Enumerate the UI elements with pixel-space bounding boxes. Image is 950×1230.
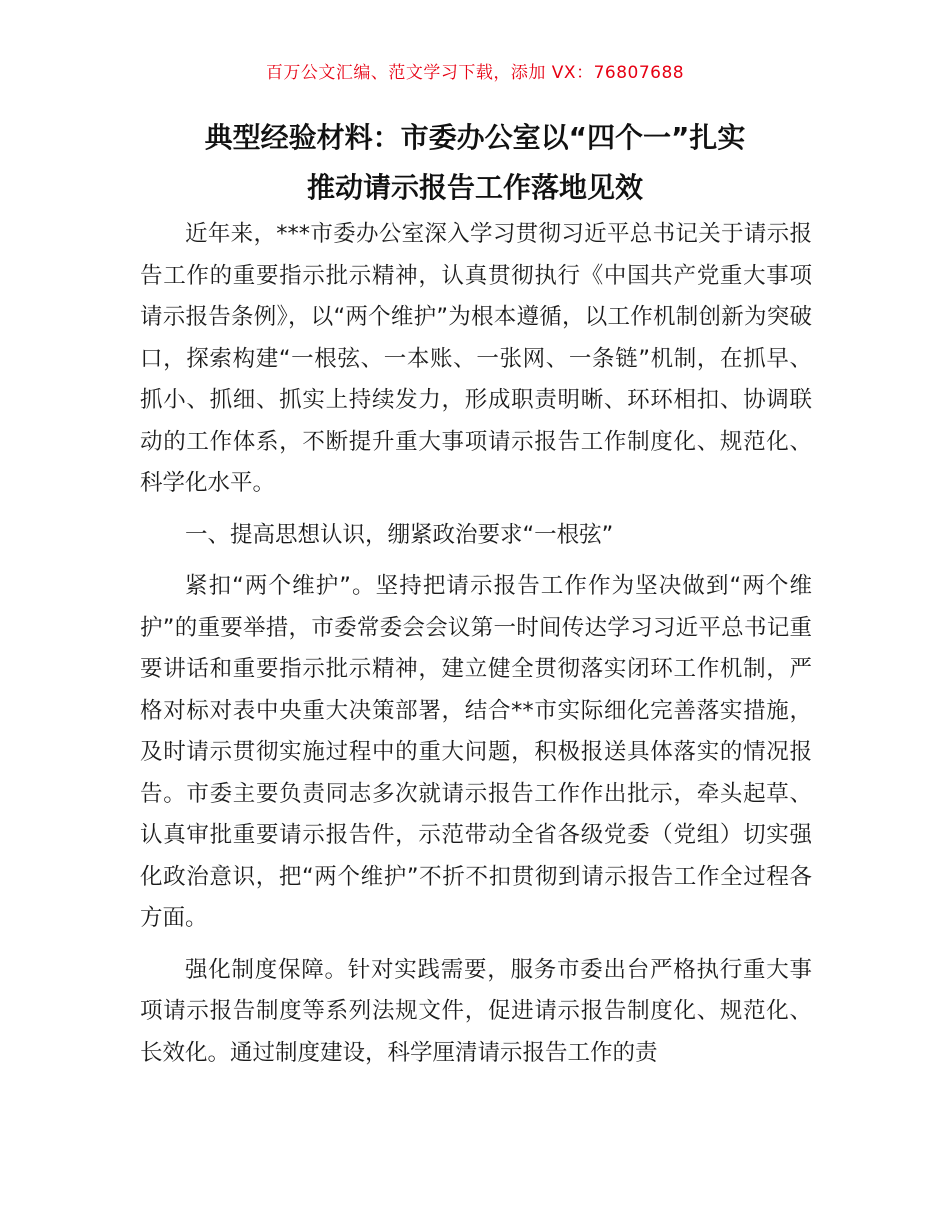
title-line-1: 典型经验材料：市委办公室以“四个一”扎实 [204, 121, 746, 154]
document-body [140, 214, 812, 1084]
document-title [140, 113, 810, 213]
section-heading-1: 一、提高思想认识，绷紧政治要求“一根弦” [185, 521, 614, 548]
intro-paragraph: 近年来，***市委办公室深入学习贯彻习近平总书记关于请示报告工作的重要指示批示精神，认真贯彻执行《中国共产党重大事项请示报告条例》，以“两个维护”为根本遵循，以工作机制创新为突破口，探索构建“一根弦、一本账、一张网、一条链”机制，在抓早、抓小、抓细、抓实上持续发力，形成职责明晰、环环相扣、协调联动的工作体系，不断提升重大事项请示报告工作制度化、规范化、科学化水平。 [140, 221, 812, 496]
paragraph-system-guarantee: 强化制度保障。针对实践需要，服务市委出台严格执行重大事项请示报告制度等系列法规文件，促进请示报告制度化、规范化、长效化。通过制度建设，科学厘清请示报告工作的责 [140, 956, 812, 1066]
header-banner: 百万公文汇编、范文学习下载，添加 VX：76807688 [265, 63, 685, 83]
paragraph-two-maintenance: 紧扣“两个维护”。坚持把请示报告工作作为坚决做到“两个维护”的重要举措，市委常委会会议第一时间传达学习习近平总书记重要讲话和重要指示批示精神，建立健全贯彻落实闭环工作机制，严格对标对表中央重大决策部署，结合**市实际细化完善落实措施，及时请示贯彻实施过程中的重大问题，积极报送具体落实的情况报告。市委主要负责同志多次就请示报告工作作出批示，牵头起草、认真审批重要请示报告件，示范带动全省各级党委（党组）切实强化政治意识，把“两个维护”不折不扣贯彻到请示报告工作全过程各方面。 [140, 573, 812, 931]
title-line-2: 推动请示报告工作落地见效 [306, 171, 643, 204]
